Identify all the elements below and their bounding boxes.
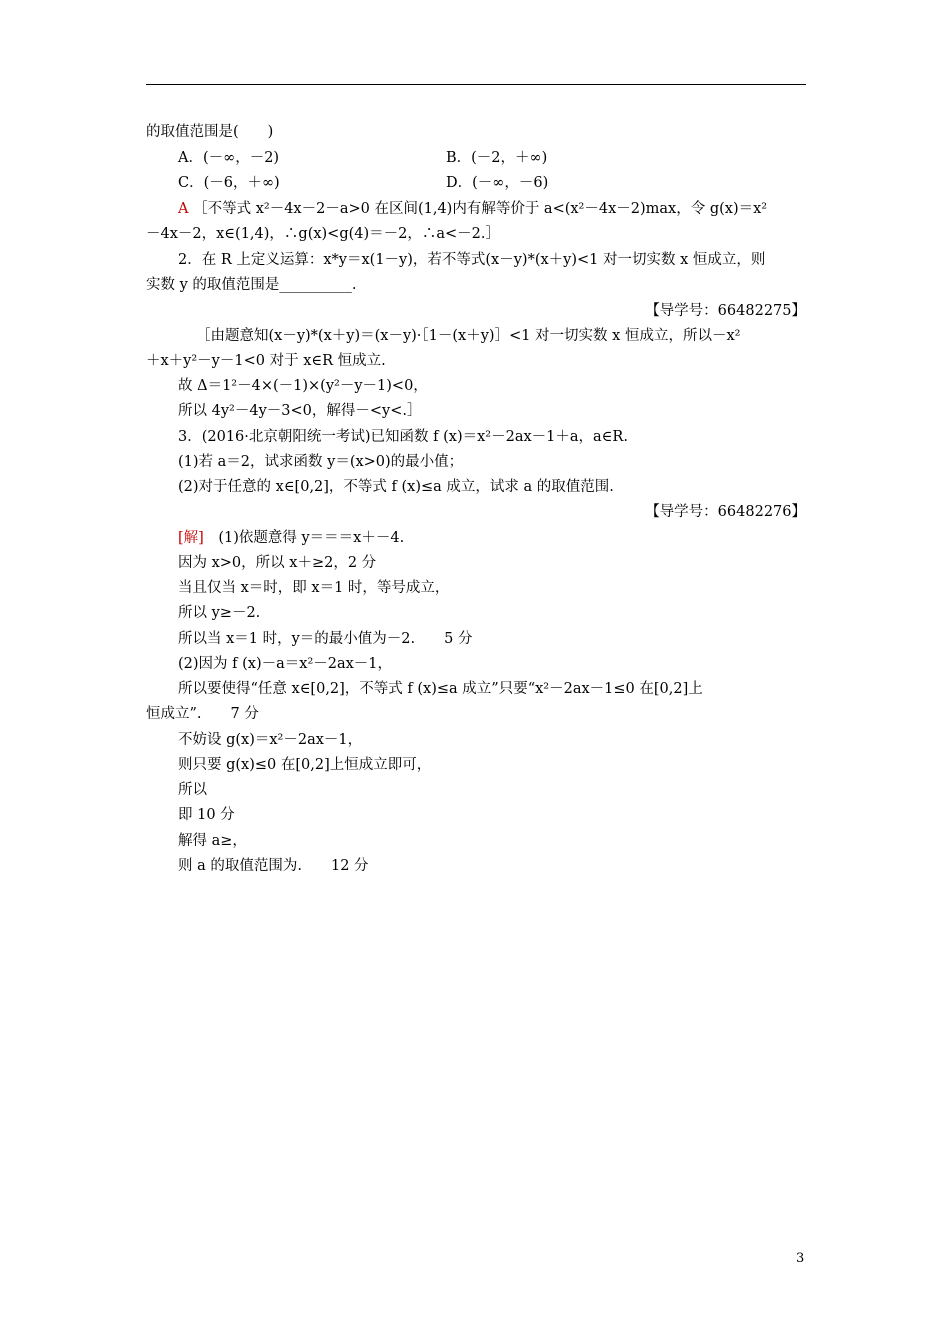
solution-line: 当且仅当 x＝时，即 x＝1 时，等号成立， [178, 580, 450, 596]
option-b: B．(－2，＋∞) [446, 150, 548, 166]
question-3-part-1: (1)若 a＝2，试求函数 y＝(x>0)的最小值； [178, 454, 464, 470]
solution-line: 则 a 的取值范围为. 12 分 [178, 858, 369, 874]
question-3-part-2: (2)对于任意的 x∈[0,2]，不等式 f (x)≤a 成立，试求 a 的取值范围. [178, 479, 614, 495]
text-line: 的取值范围是( ) [146, 124, 274, 140]
solution-marker: [解] [178, 530, 204, 546]
solution-line: 所以 4y²－4y－3<0，解得－<y<.］ [178, 403, 422, 419]
solution-line: 恒成立”. 7 分 [146, 706, 259, 722]
solution-text: ［不等式 x²－4x－2－a>0 在区间(1,4)内有解等价于 a<(x²－4x－2)max，令 g(x)＝x² [193, 201, 768, 217]
solution-line: 所以 y≥－2. [178, 605, 261, 621]
solution-line: －4x－2，x∈(1,4)，∴g(x)<g(4)＝－2，∴a<－2.］ [146, 226, 501, 242]
option-c: C．(－6，＋∞) [178, 175, 280, 191]
answer-marker: A [178, 201, 189, 217]
solution-line: ＋x＋y²－y－1<0 对于 x∈R 恒成立. [146, 353, 386, 369]
solution-line: 因为 x>0，所以 x＋≥2，2 分 [178, 555, 377, 571]
question-2-blank: 实数 y 的取值范围是__________. [146, 277, 357, 293]
question-3: 3．(2016·北京朝阳统一考试)已知函数 f (x)＝x²－2ax－1＋a，a∈R. [178, 429, 628, 445]
solution-line: 不妨设 g(x)＝x²－2ax－1， [178, 732, 363, 748]
solution-text: (1)依题意得 y＝＝＝x＋－4. [203, 530, 405, 546]
solution-line: 所以要使得“任意 x∈[0,2]，不等式 f (x)≤a 成立”只要“x²－2ax－1≤0 在[0,2]上 [178, 681, 703, 697]
solution-line: (2)因为 f (x)－a＝x²－2ax－1， [178, 656, 393, 672]
question-2: 2．在 R 上定义运算：x*y＝x(1－y)，若不等式(x－y)*(x＋y)<1 对一切实数 x 恒成立，则 [178, 252, 766, 268]
option-d: D．(－∞，－6) [446, 175, 549, 191]
header-rule [146, 84, 806, 85]
guide-number: 【导学号：66482275】 [645, 303, 806, 319]
option-a: A．(－∞，－2) [178, 150, 280, 166]
solution-line: 则只要 g(x)≤0 在[0,2]上恒成立即可， [178, 757, 432, 773]
solution-line: 故 Δ＝1²－4×(－1)×(y²－y－1)<0， [178, 378, 428, 394]
page-number: 3 [796, 1251, 805, 1266]
solution-line: 即 10 分 [178, 807, 235, 823]
solution-line: ［由题意知(x－y)*(x＋y)＝(x－y)·［1－(x＋y)］<1 对一切实数 x 恒成立，所以－x² [196, 328, 741, 344]
guide-number: 【导学号：66482276】 [645, 504, 806, 520]
solution-line [178, 529, 404, 547]
solution-line: 解得 a≥， [178, 833, 247, 849]
solution-line: 所以当 x＝1 时，y＝的最小值为－2. 5 分 [178, 631, 473, 647]
solution-line [178, 200, 767, 218]
solution-line: 所以 [178, 782, 207, 798]
